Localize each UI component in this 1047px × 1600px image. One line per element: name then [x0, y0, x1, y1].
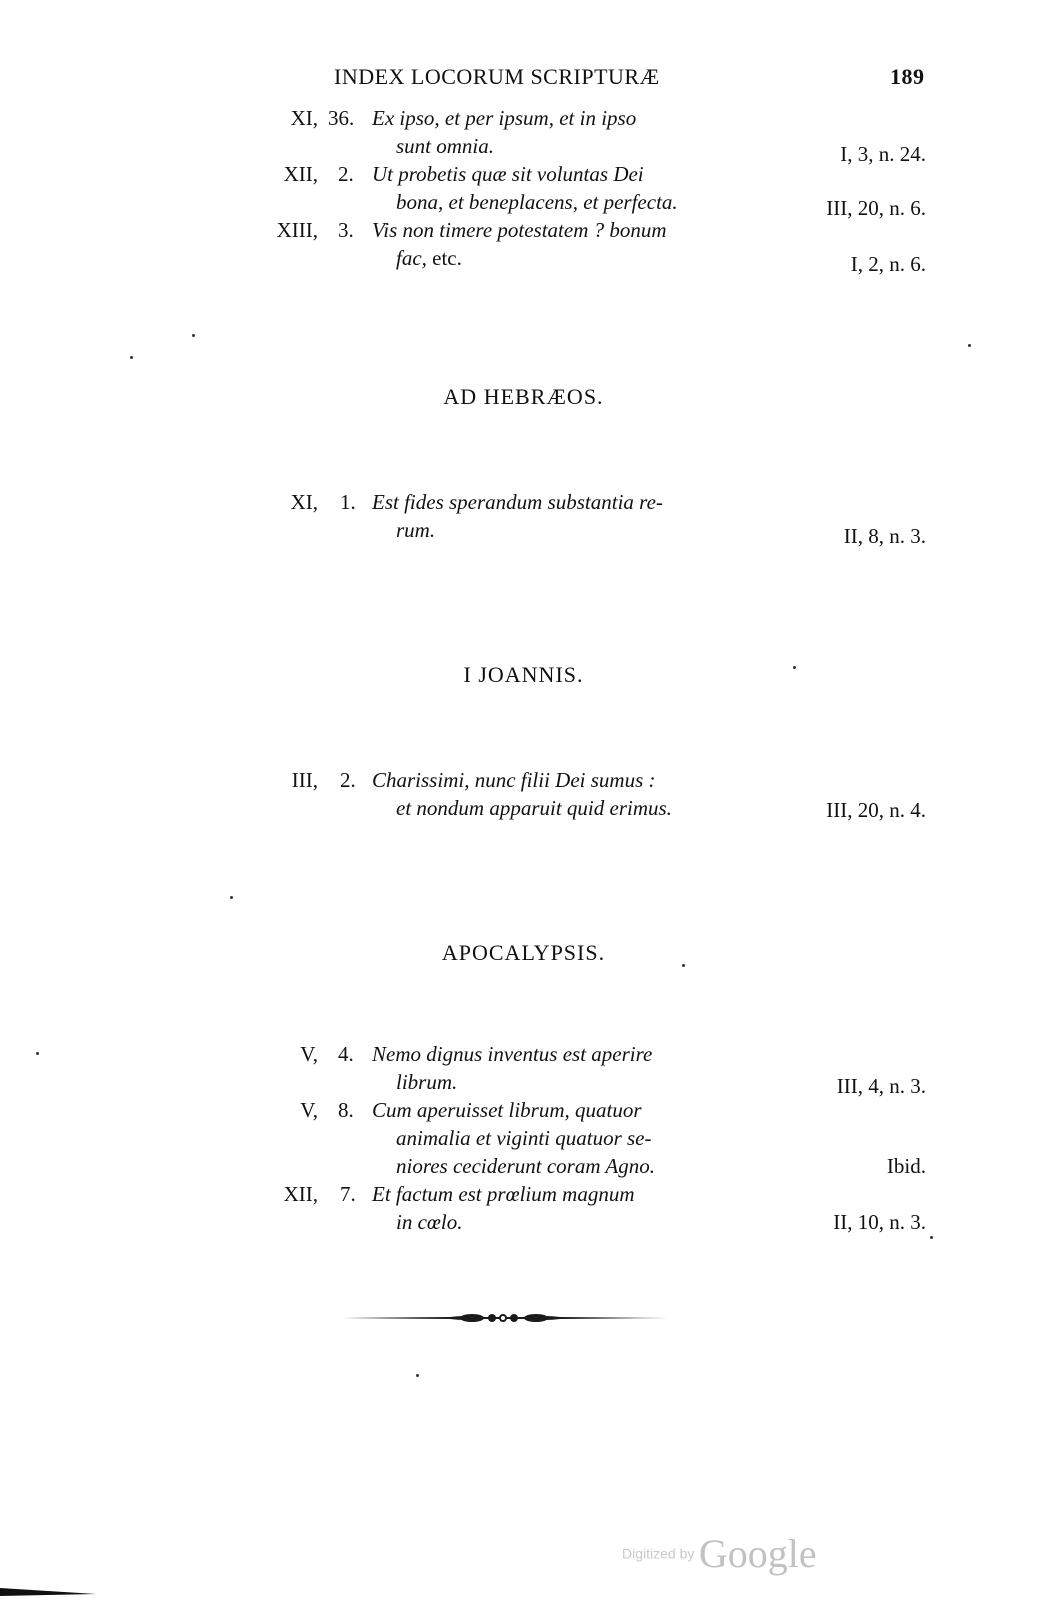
- reference: II, 8, n. 3.: [843, 524, 926, 548]
- quotation-text: Nemo dignus inventus est aperire: [372, 1042, 653, 1066]
- digitized-watermark: [622, 1530, 817, 1577]
- scan-speck: [793, 666, 796, 669]
- quotation-text: librum.: [396, 1070, 458, 1094]
- section-heading: AD HEBRÆOS.: [443, 384, 604, 409]
- chapter-number: III,: [291, 768, 318, 792]
- verse-number: 8.: [338, 1098, 354, 1122]
- chapter-number: XII,: [283, 1182, 318, 1206]
- quotation-text: Est fides sperandum substantia re-: [372, 490, 663, 514]
- scan-speck: [130, 356, 133, 359]
- abbreviation: etc.: [426, 246, 462, 270]
- quotation-text: fac,: [396, 246, 427, 270]
- scan-speck: [930, 1236, 933, 1239]
- quotation-text: animalia et viginti quatuor se-: [396, 1126, 652, 1150]
- section-heading: I JOANNIS.: [463, 662, 584, 687]
- quotation-text: Vis non timere potestatem ? bonum: [372, 218, 667, 242]
- quotation-text: Charissimi, nunc filii Dei sumus :: [372, 768, 656, 792]
- end-ornament: [340, 1312, 670, 1324]
- chapter-number: XI,: [290, 490, 318, 514]
- scan-speck: [230, 896, 233, 899]
- scan-edge-mark: [0, 1588, 96, 1596]
- verse-number: 36.: [328, 106, 355, 130]
- quotation-text: bona, et beneplacens, et perfecta.: [396, 190, 678, 214]
- reference: III, 4, n. 3.: [836, 1074, 926, 1098]
- reference: I, 3, n. 24.: [840, 142, 926, 166]
- scan-speck: [36, 1052, 39, 1055]
- quotation-text: Cum aperuisset librum, quatuor: [372, 1098, 642, 1122]
- verse-number: 4.: [338, 1042, 354, 1066]
- quotation-text: et nondum apparuit quid erimus.: [396, 796, 672, 820]
- quotation-text: sunt omnia.: [396, 134, 495, 158]
- scan-speck: [192, 334, 195, 337]
- page-number: 189: [890, 64, 925, 89]
- chapter-number: XI,: [290, 106, 318, 130]
- reference: I, 2, n. 6.: [850, 252, 926, 276]
- reference: II, 10, n. 3.: [833, 1210, 926, 1234]
- scan-speck: [968, 344, 971, 347]
- quotation-text: Ut probetis quæ sit voluntas Dei: [372, 162, 644, 186]
- verse-number: 7.: [340, 1182, 356, 1206]
- verse-number: 2.: [340, 768, 356, 792]
- watermark-prefix: Digitized by: [622, 1545, 695, 1562]
- reference: Ibid.: [886, 1154, 926, 1178]
- chapter-number: V,: [300, 1042, 318, 1066]
- chapter-number: XII,: [283, 162, 318, 186]
- quotation-text: niores ceciderunt coram Agno.: [396, 1154, 655, 1178]
- quotation-text: rum.: [396, 518, 436, 542]
- verse-number: 1.: [340, 490, 356, 514]
- quotation-text: in cœlo.: [396, 1210, 463, 1234]
- reference: III, 20, n. 6.: [826, 196, 926, 220]
- scan-speck: [416, 1374, 419, 1377]
- quotation-text: Ex ipso, et per ipsum, et in ipso: [372, 106, 637, 130]
- running-title: INDEX LOCORUM SCRIPTURÆ: [334, 64, 660, 89]
- google-logo: Google: [698, 1531, 817, 1576]
- scan-speck: [682, 964, 685, 967]
- verse-number: 3.: [338, 218, 354, 242]
- reference: III, 20, n. 4.: [826, 798, 926, 822]
- verse-number: 2.: [338, 162, 354, 186]
- section-heading: APOCALYPSIS.: [441, 940, 606, 965]
- quotation-text-line: [396, 246, 462, 271]
- chapter-number: V,: [300, 1098, 318, 1122]
- quotation-text: Et factum est prœlium magnum: [372, 1182, 635, 1206]
- chapter-number: XIII,: [276, 218, 318, 242]
